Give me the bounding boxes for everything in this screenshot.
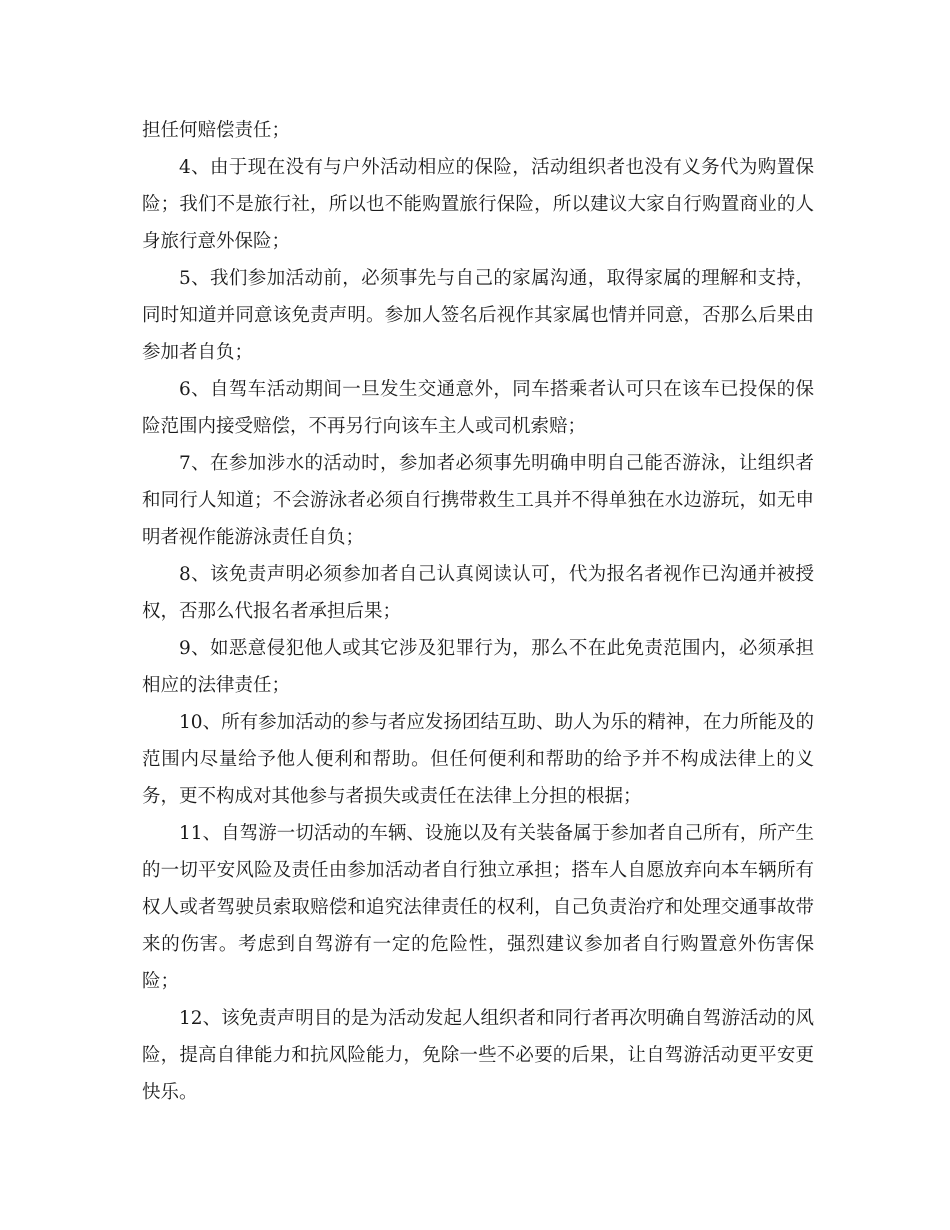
paragraph-clause-8: 8、该免责声明必须参加者自己认真阅读认可，代为报名者视作已沟通并被授权，否那么代报名者承担后果； bbox=[142, 564, 814, 622]
paragraph-clause-12: 12、该免责声明目的是为活动发起人组织者和同行者再次明确自驾游活动的风险，提高自律能力和抗风险能力，免除一些不必要的后果，让自驾游活动更平安更快乐。 bbox=[142, 1008, 814, 1103]
document-body bbox=[142, 112, 814, 1111]
paragraph-clause-11: 11、自驾游一切活动的车辆、设施以及有关装备属于参加者自己所有，所产生的一切平安风险及责任由参加活动者自行独立承担；搭车人自愿放弃向本车辆所有权人或者驾驶员索取赔偿和追究法律责任的权利，自己负责治疗和处理交通事故带来的伤害。考虑到自驾游有一定的危险性，强烈建议参加者自行购置意外伤害保险； bbox=[142, 823, 814, 992]
paragraph-clause-6: 6、自驾车活动期间一旦发生交通意外，同车搭乘者认可只在该车已投保的保险范围内接受赔偿，不再另行向该车主人或司机索赔； bbox=[142, 379, 814, 437]
paragraph-continuation: 担任何赔偿责任； bbox=[142, 120, 291, 141]
paragraph-clause-9: 9、如恶意侵犯他人或其它涉及犯罪行为，那么不在此免责范围内，必须承担相应的法律责任； bbox=[142, 638, 814, 696]
paragraph-clause-4: 4、由于现在没有与户外活动相应的保险，活动组织者也没有义务代为购置保险；我们不是旅行社，所以也不能购置旅行保险，所以建议大家自行购置商业的人身旅行意外保险； bbox=[142, 157, 814, 252]
paragraph-clause-5: 5、我们参加活动前，必须事先与自己的家属沟通，取得家属的理解和支持，同时知道并同意该免责声明。参加人签名后视作其家属也情并同意，否那么后果由参加者自负； bbox=[142, 268, 814, 363]
paragraph-clause-10: 10、所有参加活动的参与者应发扬团结互助、助人为乐的精神，在力所能及的范围内尽量给予他人便利和帮助。但任何便利和帮助的给予并不构成法律上的义务，更不构成对其他参与者损失或责任在法律上分担的根据； bbox=[142, 712, 814, 807]
paragraph-clause-7: 7、在参加涉水的活动时，参加者必须事先明确申明自己能否游泳，让组织者和同行人知道；不会游泳者必须自行携带救生工具并不得单独在水边游玩，如无申明者视作能游泳责任自负； bbox=[142, 453, 814, 548]
